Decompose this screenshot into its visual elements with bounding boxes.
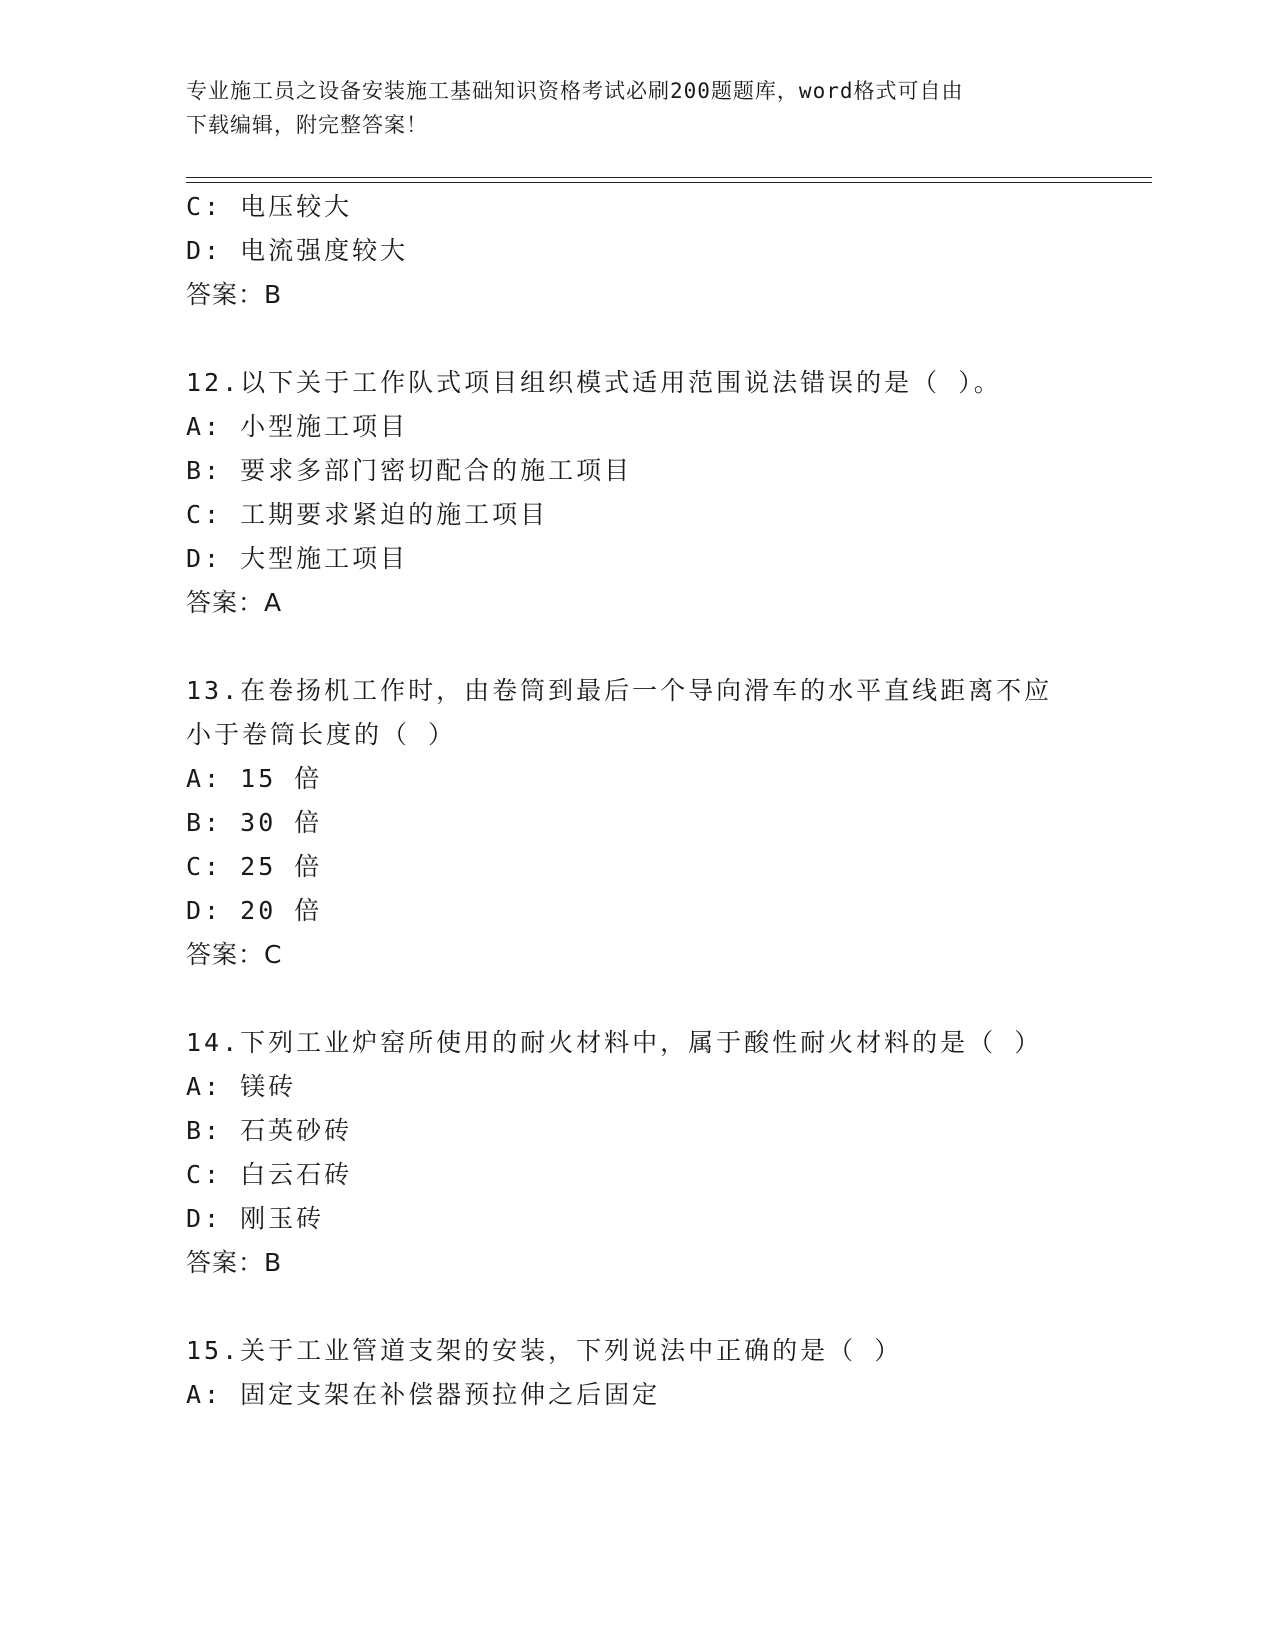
option-b: B: 要求多部门密切配合的施工项目 xyxy=(186,456,633,485)
option-c: C: 白云石砖 xyxy=(186,1160,353,1189)
question-stem-line-1: 13.在卷扬机工作时，由卷筒到最后一个导向滑车的水平直线距离不应 xyxy=(186,676,1053,705)
option-d: D: 刚玉砖 xyxy=(186,1204,325,1233)
answer-line: 答案：C xyxy=(186,940,283,969)
option-a: A: 小型施工项目 xyxy=(186,412,409,441)
option-b: B: 石英砂砖 xyxy=(186,1116,353,1145)
option-b: B: 30 倍 xyxy=(186,808,323,837)
header-title-line-1: 专业施工员之设备安装施工基础知识资格考试必刷200题题库，word格式可自由 xyxy=(186,79,964,103)
question-stem-line-2: 小于卷筒长度的（ ） xyxy=(186,720,457,749)
header-divider-bottom xyxy=(186,182,1152,183)
option-a: A: 镁砖 xyxy=(186,1072,297,1101)
document-header xyxy=(186,74,1066,142)
option-a: A: 固定支架在补偿器预拉伸之后固定 xyxy=(186,1380,661,1409)
answer-line: 答案：A xyxy=(186,588,283,617)
option-c: C: 25 倍 xyxy=(186,852,323,881)
header-divider-top xyxy=(186,177,1152,178)
option-d: D: 电流强度较大 xyxy=(186,236,409,265)
question-stem: 15.关于工业管道支架的安装，下列说法中正确的是（ ） xyxy=(186,1336,903,1365)
answer-line: 答案：B xyxy=(186,1248,283,1277)
option-a: A: 15 倍 xyxy=(186,764,323,793)
question-stem: 14.下列工业炉窑所使用的耐火材料中，属于酸性耐火材料的是（ ） xyxy=(186,1028,1043,1057)
answer-line: 答案：B xyxy=(186,280,283,309)
option-d: D: 20 倍 xyxy=(186,896,323,925)
option-c: C: 工期要求紧迫的施工项目 xyxy=(186,500,549,529)
option-d: D: 大型施工项目 xyxy=(186,544,409,573)
question-stem: 12.以下关于工作队式项目组织模式适用范围说法错误的是（ ）。 xyxy=(186,368,1002,397)
header-title-line-2: 下载编辑，附完整答案！ xyxy=(186,113,428,137)
option-c: C: 电压较大 xyxy=(186,192,353,221)
